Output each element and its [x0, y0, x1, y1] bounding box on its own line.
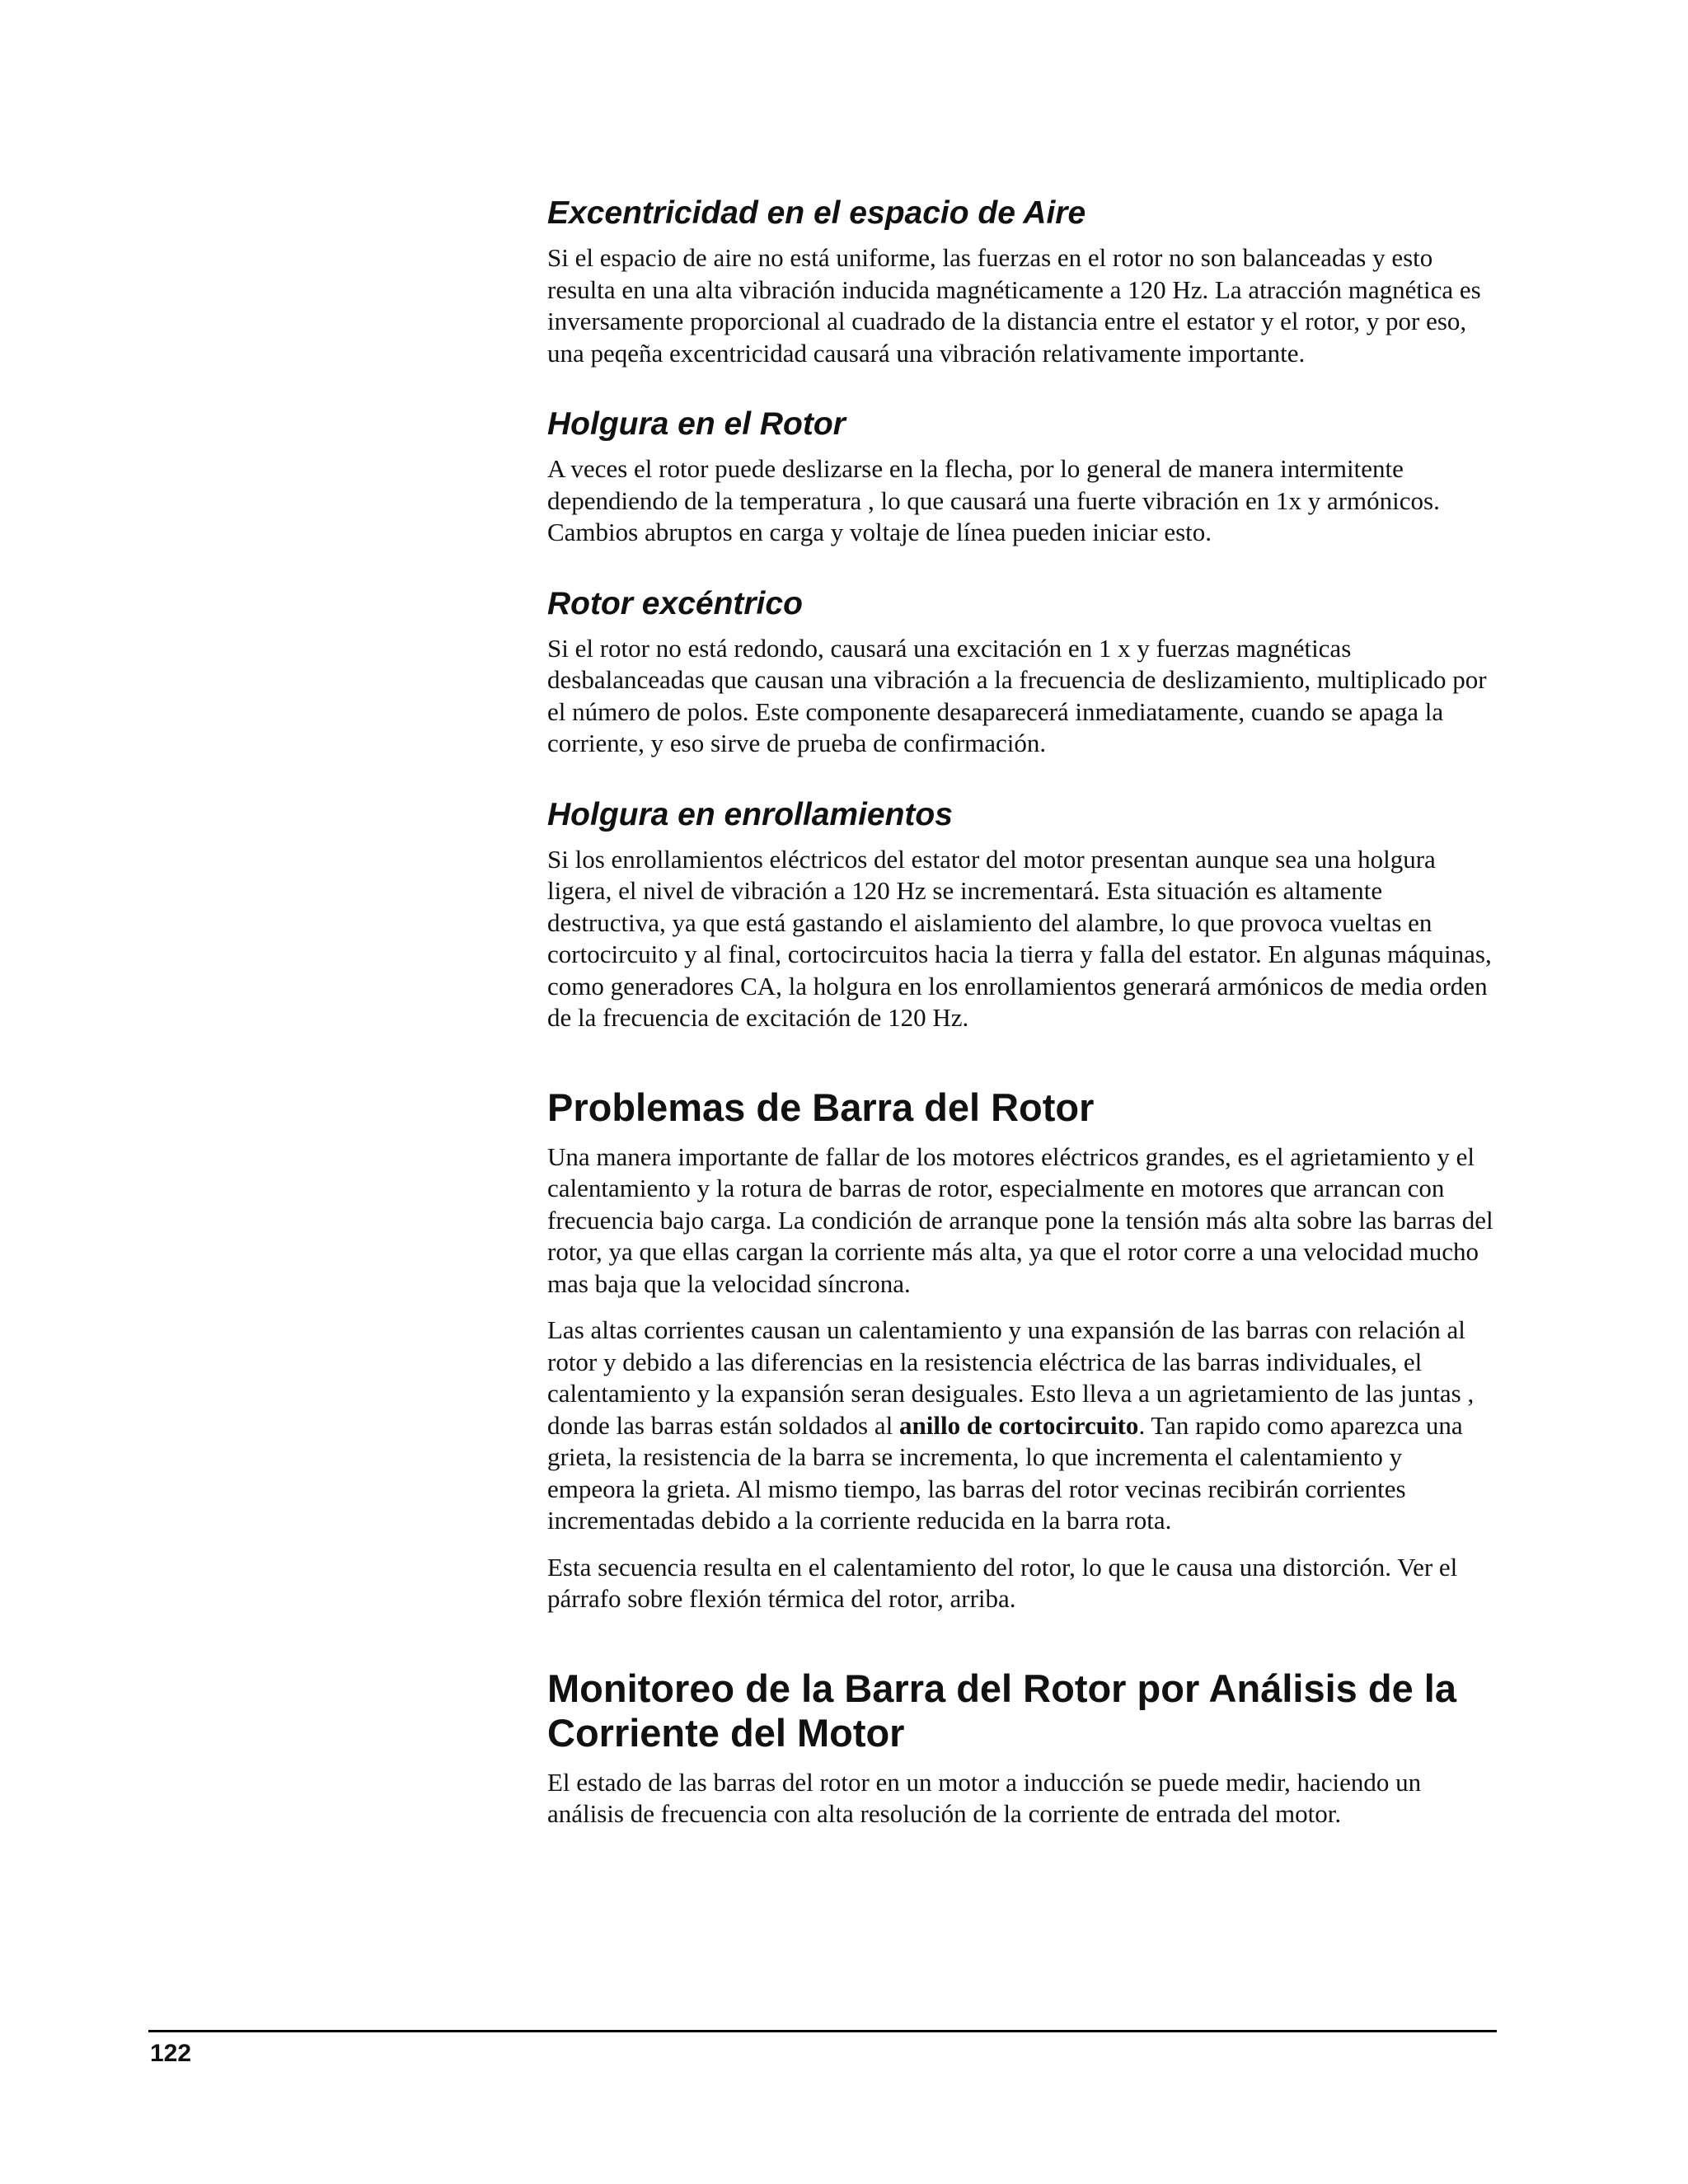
- paragraph-rotor-looseness: A veces el rotor puede deslizarse en la flecha, por lo general de manera intermitente dependiendo de la temperatura , lo que causará una fuerte vibración en 1x y armónicos. Cambios abruptos en carga y voltaje de línea pueden iniciar esto.: [547, 454, 1440, 546]
- page-number: 122: [150, 2040, 192, 2067]
- paragraph-rotor-bar-problems-1: Una manera importante de fallar de los motores eléctricos grandes, es el agrietamiento y el calentamiento y la rotura de barras de rotor, especialmente en motores que arrancan con frecuencia bajo carga. La condición de arranque pone la tensión más alta sobre las barras del rotor, ya que ellas cargan la corriente más alta, ya que el rotor corre a una velocidad mucho mas baja que la velocidad síncrona.: [547, 1141, 1493, 1298]
- paragraph-rotor-bar-problems-3: Esta secuencia resulta en el calentamiento del rotor, lo que le causa una distorción. Ver el párrafo sobre flexión térmica del rotor, arriba.: [547, 1552, 1458, 1613]
- heading-eccentric-rotor: Rotor excéntrico: [547, 585, 803, 621]
- heading-winding-looseness: Holgura en enrollamientos: [547, 796, 953, 832]
- paragraph-rotor-bar-current-analysis: El estado de las barras del rotor en un motor a inducción se puede medir, haciendo un análisis de frecuencia con alta resolución de la corriente de entrada del motor.: [547, 1767, 1422, 1828]
- paragraph-air-gap-eccentricity: Si el espacio de aire no está uniforme, las fuerzas en el rotor no son balanceadas y esto resulta en una alta vibración inducida magnéticamente a 120 Hz. La atracción magnética es inversamente proporcional al cuadrado de la distancia entre el estator y el rotor, y por eso, una peqeña excentricidad causará una vibración relativamente importante.: [547, 243, 1481, 368]
- heading-rotor-bar-problems: Problemas de Barra del Rotor: [547, 1085, 1095, 1129]
- paragraph-text: . Tan rapido como aparezca una grieta, la resistencia de la barra se incrementa, lo que incrementa el calentamiento y empeora la grieta. Al mismo tiempo, las barras del rotor vecinas recibirán corrientes incrementadas debido a la corriente reducida en la barra rota.: [547, 1410, 1463, 1535]
- paragraph-winding-looseness: Si los enrollamientos eléctricos del estator del motor presentan aunque sea una holgura ligera, el nivel de vibración a 120 Hz se incrementará. Esta situación es altamente destructiva, ya que está gastando el aislamiento del alambre, lo que provoca vueltas en cortocircuito y al final, cortocircuitos hacia la tierra y falla del estator. En algunas máquinas, como generadores CA, la holgura en los enrollamientos generará armónicos de media orden de la frecuencia de excitación de 120 Hz.: [547, 844, 1492, 1032]
- footer-divider: [148, 2030, 1497, 2032]
- paragraph-eccentric-rotor: Si el rotor no está redondo, causará una excitación en 1 x y fuerzas magnéticas desbalanceadas que causan una vibración a la frecuencia de deslizamiento, multiplicado por el número de polos. Este componente desaparecerá inmediatamente, cuando se apaga la corriente, y eso sirve de prueba de confirmación.: [547, 633, 1487, 757]
- paragraph-text: Las altas corrientes causan un calentamiento y una expansión de las barras con relación al rotor y debido a las diferencias en la resistencia eléctrica de las barras individuales, el calentamiento y la expansión seran desiguales. Esto lleva a un agrietamiento de las juntas , donde las barras están soldados al: [547, 1315, 1475, 1440]
- heading-rotor-looseness: Holgura en el Rotor: [547, 406, 846, 442]
- bold-term: anillo de cortocircuito: [899, 1410, 1139, 1440]
- heading-air-gap-eccentricity: Excentricidad en el espacio de Aire: [547, 195, 1086, 231]
- heading-rotor-bar-current-analysis: Monitoreo de la Barra del Rotor por Análisis de la Corriente del Motor: [547, 1666, 1456, 1755]
- paragraph-rotor-bar-problems-2: [547, 1315, 1495, 1537]
- page-content: [547, 194, 1495, 1845]
